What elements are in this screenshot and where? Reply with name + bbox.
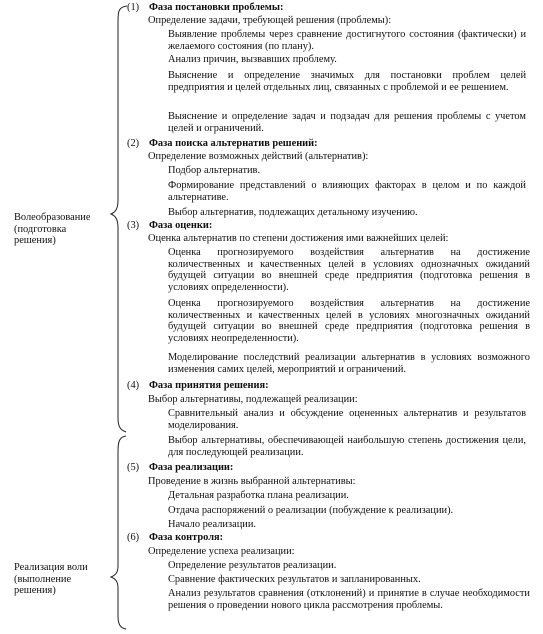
phase-5-subtitle: Проведение в жизнь выбранной альтернативы:	[148, 476, 356, 487]
phase-6-heading	[127, 532, 223, 544]
phase-title: Фаза постановки проблемы:	[149, 2, 284, 13]
phase-title: Фаза оценки:	[149, 220, 213, 231]
side-label-line: решения)	[14, 585, 56, 597]
phase-3-subtitle: Оценка альтернатив по степени достижения ими важнейших целей:	[148, 233, 449, 244]
phase-3-item-1: Оценка прогнозируемого воздействия альтернатив на достижение количественных и качественных целей в условиях однозначных ожиданий будущей ситуации во внешней среде предприятия (подготовка решения в условиях определенности).	[168, 247, 530, 293]
phase-number: (2)	[127, 138, 140, 149]
phase-2-item-1: Подбор альтернатив.	[168, 165, 261, 176]
phase-2-item-2: Формирование представлений о влияющих факторах в целом и по каждой альтернативе.	[168, 180, 526, 203]
phase-number: (4)	[127, 380, 140, 391]
phase-3-item-3: Моделирование последствий реализации альтернатив в условиях возможного изменения самих целей, мероприятий и ограничений.	[168, 352, 530, 375]
phase-title: Фаза поиска альтернатив решений:	[149, 138, 318, 149]
side-label-will-formation	[14, 212, 110, 247]
brace-will-realization	[111, 436, 126, 629]
phase-1-item-4: Выяснение и определение задач и подзадач для решения проблемы с учетом целей и ограничений.	[168, 111, 526, 134]
phase-1-item-1: Выявление проблемы через сравнение достигнутого состояния (фактически) и желаемого состояния (по плану).	[168, 29, 526, 52]
phase-2-heading	[127, 138, 318, 150]
phase-1-item-3: Выяснение и определение значимых для постановки проблем целей предприятия и целей отдельных лиц, связанных с проблемой и ее решением.	[168, 70, 526, 93]
phase-5-heading	[127, 462, 233, 474]
phase-title: Фаза принятия решения:	[149, 380, 269, 391]
phase-3-heading	[127, 220, 212, 232]
phase-6-subtitle: Определение успеха реализации:	[148, 546, 295, 557]
phase-6-item-3: Анализ результатов сравнения (отклонений) и принятие в случае необходимости решения о проведении нового цикла рассмотрения проблемы.	[168, 588, 530, 611]
phase-1-subtitle: Определение задачи, требующей решения (проблемы):	[148, 15, 392, 26]
side-label-will-realization	[14, 562, 110, 597]
side-label-line: (подготовка	[14, 223, 67, 235]
side-label-line: Волеобразование	[14, 212, 91, 223]
phase-5-item-3: Начало реализации.	[168, 519, 256, 530]
side-label-line: Реализация воли	[14, 562, 88, 573]
phase-title: Фаза контроля:	[149, 532, 224, 543]
phase-3-item-2: Оценка прогнозируемого воздействия альтернатив на достижение количественных и качественных целей в условиях многозначных ожиданий будущей ситуации во внешней среде предприятия (подготовка решения в условиях неопределенности).	[168, 298, 530, 344]
brace-will-formation	[111, 6, 127, 432]
phase-6-item-1: Определение результатов реализации.	[168, 560, 337, 571]
side-label-line: решения)	[14, 235, 56, 247]
phase-number: (6)	[127, 532, 140, 543]
phase-number: (5)	[127, 462, 140, 473]
side-label-line: (выполнение	[14, 573, 72, 585]
phase-5-item-2: Отдача распоряжений о реализации (побуждение к реализации).	[168, 505, 454, 516]
phase-1-item-2: Анализ причин, вызвавших проблему.	[168, 54, 337, 65]
phase-2-subtitle: Определение возможных действий (альтернатив):	[148, 151, 369, 162]
phase-4-item-2: Выбор альтернативы, обеспечивающей наибольшую степень достижения цели, для последующей реализации.	[168, 435, 526, 458]
phase-6-item-2: Сравнение фактических результатов и запланированных.	[168, 574, 421, 585]
phase-2-item-3: Выбор альтернатив, подлежащих детальному изучению.	[168, 207, 418, 218]
phase-4-heading	[127, 380, 269, 392]
phase-4-item-1: Сравнительный анализ и обсуждение оцененных альтернатив и результатов моделирования.	[168, 408, 526, 431]
phase-number: (3)	[127, 220, 140, 231]
phase-5-item-1: Детальная разработка плана реализации.	[168, 490, 349, 501]
phase-number: (1)	[127, 2, 140, 13]
phase-4-subtitle: Выбор альтернативы, подлежащей реализации:	[148, 394, 358, 405]
phase-1-heading	[127, 2, 283, 14]
phase-title: Фаза реализации:	[149, 462, 234, 473]
